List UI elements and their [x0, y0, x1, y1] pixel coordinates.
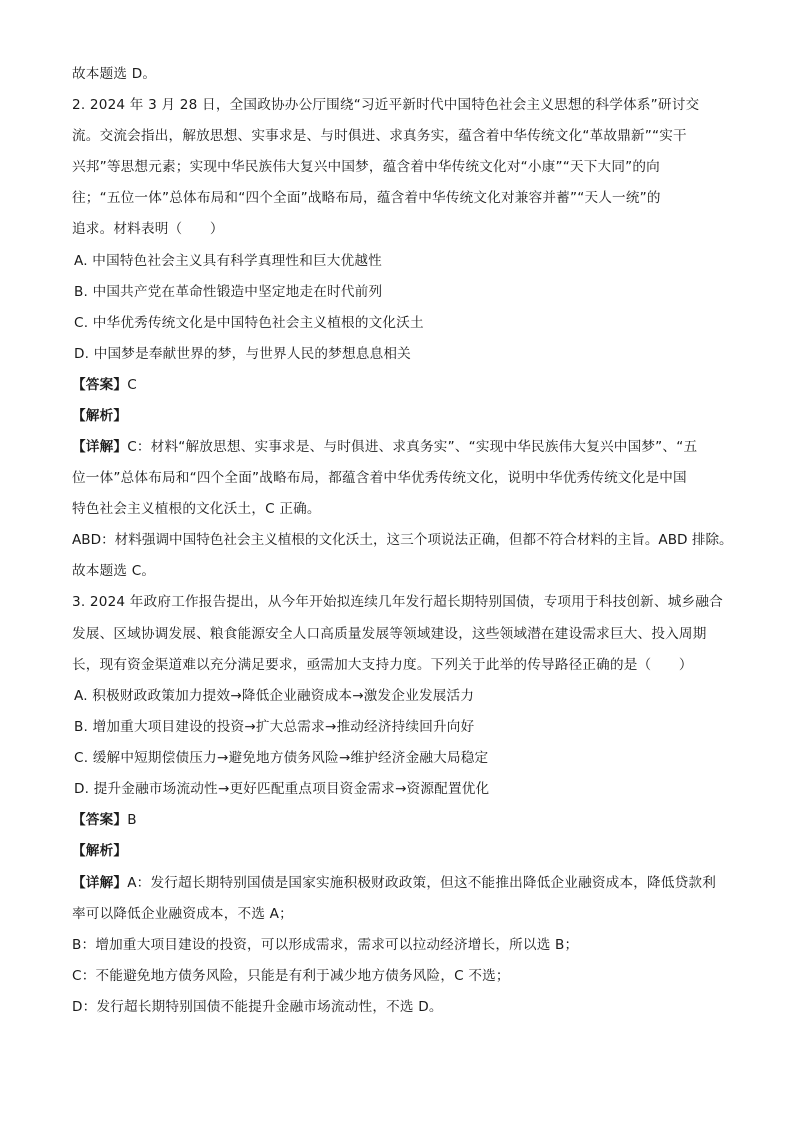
text-line: 追求。材料表明（ ）: [72, 221, 224, 237]
detail-label: 【详解】: [72, 875, 128, 891]
text-line: 往；“五位一体”总体布局和“四个全面”战略布局，蕴含着中华传统文化对兼容并蓄”“天人一统”的: [72, 190, 661, 206]
question-2-option-d: D. 中国梦是奉献世界的梦，与世界人民的梦想息息相关: [74, 346, 411, 362]
text-line: ABD：材料强调中国特色社会主义植根的文化沃土，这三个项说法正确，但都不符合材料的主旨。ABD 排除。: [72, 532, 733, 548]
text-line: D：发行超长期特别国债不能提升金融市场流动性，不选 D。: [72, 999, 443, 1015]
text-line: 位一体”总体布局和“四个全面”战略布局，都蕴含着中华优秀传统文化，说明中华优秀传统文化是中国: [72, 470, 687, 486]
text-line: B：增加重大项目建设的投资，可以形成需求，需求可以拉动经济增长，所以选 B；: [72, 937, 579, 953]
text-line: 特色社会主义植根的文化沃土，C 正确。: [72, 501, 321, 517]
answer-value: C: [127, 377, 137, 393]
answer-label: 【答案】: [72, 377, 128, 393]
question-2-stem: 2. 2024 年 3 月 28 日，全国政协办公厅围绕“习近平新时代中国特色社会主义思想的科学体系”研讨交: [72, 97, 700, 113]
question-2-option-c: C. 中华优秀传统文化是中国特色社会主义植根的文化沃土: [74, 315, 424, 331]
text-line: 流。交流会指出，解放思想、实事求是、与时俱进、求真务实，蕴含着中华传统文化“革故鼎新”“实干: [72, 128, 687, 144]
question-3-option-a: A. 积极财政政策加力提效→降低企业融资成本→激发企业发展活力: [74, 688, 475, 704]
detail-line: [72, 437, 697, 457]
question-3-option-d: D. 提升金融市场流动性→更好匹配重点项目资金需求→资源配置优化: [74, 781, 490, 797]
question-2-option-a: A. 中国特色社会主义具有科学真理性和巨大优越性: [74, 253, 382, 269]
detail-label: 【详解】: [72, 439, 128, 455]
analysis-line: [72, 406, 127, 426]
answer-value: B: [127, 812, 137, 828]
question-3-option-b: B. 增加重大项目建设的投资→扩大总需求→推动经济持续回升向好: [74, 719, 475, 735]
analysis-label: 【解析】: [72, 843, 128, 859]
question-3-stem: 3. 2024 年政府工作报告提出，从今年开始拟连续几年发行超长期特别国债，专项用于科技创新、城乡融合: [72, 594, 723, 610]
answer-line: [72, 810, 137, 830]
text-line: 兴邦”等思想元素；实现中华民族伟大复兴中国梦，蕴含着中华传统文化对“小康”“天下大同”的向: [72, 159, 660, 175]
analysis-label: 【解析】: [72, 408, 128, 424]
text-line: 率可以降低企业融资成本，不选 A；: [72, 906, 293, 922]
answer-line: [72, 375, 137, 395]
detail-text: C：材料“解放思想、实事求是、与时俱进、求真务实”、“实现中华民族伟大复兴中国梦”、“五: [127, 439, 698, 455]
detail-text: A：发行超长期特别国债是国家实施积极财政政策，但这不能推出降低企业融资成本，降低贷款利: [127, 875, 717, 891]
text-line: 发展、区域协调发展、粮食能源安全人口高质量发展等领域建设，这些领域潜在建设需求巨大、投入周期: [72, 626, 707, 642]
detail-line: [72, 873, 716, 893]
question-2-option-b: B. 中国共产党在革命性锻造中坚定地走在时代前列: [74, 284, 383, 300]
question-3-option-c: C. 缓解中短期偿债压力→避免地方债务风险→维护经济金融大局稳定: [74, 750, 489, 766]
analysis-line: [72, 841, 127, 861]
text-line: 故本题选 D。: [72, 66, 157, 82]
answer-label: 【答案】: [72, 812, 128, 828]
text-line: 长，现有资金渠道难以充分满足要求，亟需加大支持力度。下列关于此举的传导路径正确的是（ ）: [72, 657, 693, 673]
text-line: 故本题选 C。: [72, 563, 156, 579]
text-line: C：不能避免地方债务风险，只能是有利于减少地方债务风险，C 不选；: [72, 968, 510, 984]
